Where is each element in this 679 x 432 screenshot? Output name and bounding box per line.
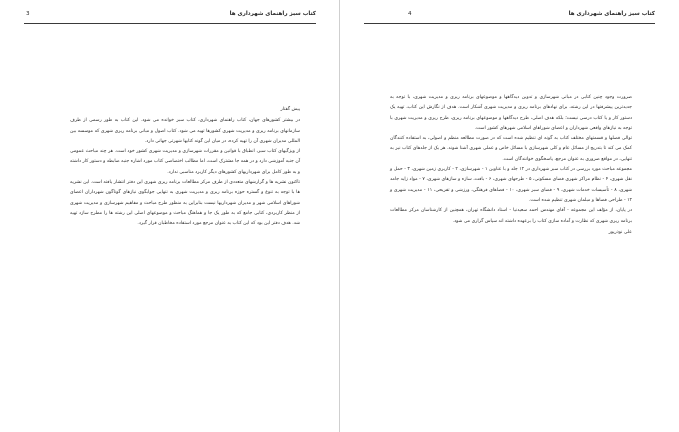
paragraph: تاکنون نشریه ها و گزارشهای متعددی از طرف مرکز مطالعات برنامه ریزی شهری این دفتر انتشار یافته است. این نشریه ها با توجه به تنوع و گستره حوزه برنامه ریزی و مدیریت شهری به تنهایی جوابگوی نیازهای گوناگون شهرداران اعضای شوراهای اسلامی شهر و مدیران شهرداریها نیست بنابراین به منظور طرح مباحث و مفاهیم شهرسازی و مدیریت شهری از منظر کاربردی، کتابی جامع که به طور یک جا و هماهنگ مباحث و موضوعهای اصلی این رشته ها را مطرح سازد تهیه شد. هدف دفتر این بود که این کتاب به عنوان مرجع مورد استفاده مخاطبان قرار گیرد.	[70, 180, 300, 227]
page-number: 3	[26, 11, 30, 17]
header-title: کتاب سبز راهنمای شهرداری ها	[229, 11, 316, 17]
paragraph: مجموعه مباحث مورد بررسی در کتاب سبز شهرداری در ۱۲ جلد و با عناوین ۱ - شهرسازی، ۲ - کاربری زمین شهری، ۳ - حمل و نقل شهری، ۴ - نظام مراکز شهری فضای مسکونی، ۵ - طرحهای شهری، ۶ - بافت، سازه و سازهای شهری، ۷ - مواد زاید جامد شهری، ۸ - تأسیسات خدمات شهری، ۹ - فضای سبز شهری، ۱۰ - فضاهای فرهنگی، ورزشی و تفریحی، ۱۱ - مدیریت شهری و ۱۲ - طراحی فضاها و مبلمان شهری تنظیم شده است.	[390, 167, 632, 203]
paragraph: توالی فصلها و قسمتهای مختلف کتاب به گونه ای تنظیم شده است که در صورت مطالعه منظم و اصولی، به استفاده کنندگان کمک می کند تا بتدریج از مسائل عام و کلی شهرسازی با مسائل خاص و عملی شهری آشنا شوند. هر یک از جلدهای کتاب نیز به تنهایی، در مواقع ضروری به عنوان مرجع، پاسخگوی خوانندگان است.	[390, 136, 632, 162]
page-body	[70, 105, 300, 230]
page-body	[390, 93, 632, 238]
paragraph: در پایان، از مؤلف این مجموعه - آقای مهندس احمد سعیدنیا - استاد دانشگاه تهران، همچنین از کارشناسان مرکز مطالعات برنامه ریزی شهری که نظارت و آماده سازی کتاب را برعهده داشته اند سپاس گزاری می شود.	[390, 208, 632, 224]
page-number: 4	[408, 11, 412, 17]
page-4	[340, 0, 679, 432]
header-title: کتاب سبز راهنمای شهرداری ها	[568, 11, 655, 17]
paragraph: از ویژگیهای کتاب سبز، انطباق با قوانین و مقررات شهرسازی و مدیریت شهری کشور خود است. هر چند مباحث عمومی آن جنبه آموزشی دارد و در همه جا مشترک است، اما مطالب اختصاصی کتاب مورد اشاره جنبه ضابطه و دستور کار داشته و به طور کامل برای شهرداریهای کشورهای دیگر کاربرد مناسبی ندارد.	[70, 149, 300, 175]
section-heading: پیش گفتار	[280, 107, 300, 112]
paragraph: در بیشتر کشورهای جهان، کتاب راهنمای شهرداری، کتاب سبز خوانده می شود. این کتاب به طور رسمی از طرف سازمانهای برنامه ریزی و مدیریت شهری کشورها تهیه می شود. کتاب اصول و مبانی برنامه ریزی شهری که موسسه بین المللی مدیران شهری آن را تهیه کرده، در میان این گونه کتابها شهرتی جهانی دارد.	[70, 118, 300, 144]
signature: علی نوذرپور	[608, 229, 632, 235]
running-header	[24, 11, 316, 24]
paragraph: ضرورت وجود چنین کتابی در مبانی شهرسازی و تدوین دیدگاهها و موضوعهای برنامه ریزی و مدیریت شهری، با توجه به جدیدترین پیشرفتها در این رشته، برای نهادهای برنامه ریزی و مدیریت شهری آشکار است. هدف از نگارش این کتاب، تهیه یک دستور کار و یا کتاب درسی نیست؛ بلکه هدف اصلی، طرح دیدگاهها و موضوعهای برنامه ریزی، طرح ریزی و مدیریت شهری با توجه به نیازهای واقعی شهرداران و اعضای شوراهای اسلامی شهرهای کشور است.	[390, 95, 632, 131]
running-header	[364, 11, 655, 24]
